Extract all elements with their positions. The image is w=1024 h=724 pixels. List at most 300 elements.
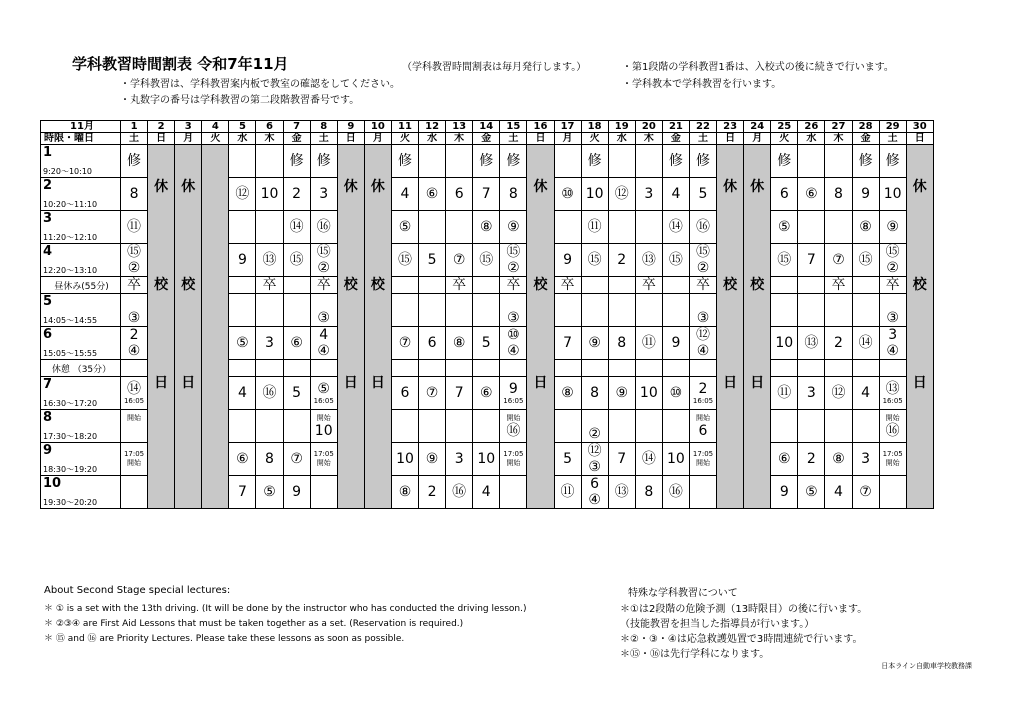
lesson-cell	[419, 294, 446, 327]
lesson-secondary: 開始	[885, 459, 900, 467]
lesson-cell: 卒	[689, 277, 716, 294]
lesson-cell: 卒	[879, 277, 906, 294]
period-label	[41, 476, 121, 509]
period-number: 10	[43, 476, 62, 491]
lesson-primary: ⑫	[587, 443, 602, 459]
lesson-primary: ⑮	[885, 244, 900, 260]
holiday-char: 校	[154, 276, 169, 293]
lesson-cell	[121, 327, 148, 360]
lesson-cell: ⑤	[256, 476, 283, 509]
footer-jp-line-1: ＊①は2段階の危険予測（13時限目）の後に行います。	[620, 604, 868, 615]
lesson-cell: 6	[771, 178, 798, 211]
lesson-secondary: ②	[317, 260, 330, 276]
lesson-cell	[581, 443, 608, 476]
lesson-cell	[310, 377, 337, 410]
weekday: 水	[798, 133, 825, 145]
lesson-cell	[229, 360, 256, 377]
lesson-secondary: ③	[127, 310, 141, 326]
lesson-secondary: 開始	[127, 459, 142, 467]
lesson-cell: 8	[581, 377, 608, 410]
day-number: 23	[717, 121, 744, 133]
lesson-cell: 5	[554, 443, 581, 476]
lesson-primary: 17:05	[313, 450, 334, 458]
lesson-cell	[500, 476, 527, 509]
lesson-cell: ⑬	[608, 476, 635, 509]
weekday: 土	[879, 133, 906, 145]
lesson-cell: 9	[554, 244, 581, 277]
holiday-char: 日	[370, 374, 385, 391]
lesson-cell: ⑧	[446, 327, 473, 360]
lesson-cell: 修	[771, 145, 798, 178]
lesson-cell	[581, 476, 608, 509]
lesson-cell	[419, 145, 446, 178]
weekday: 火	[771, 133, 798, 145]
lesson-cell: ⑯	[310, 211, 337, 244]
lesson-cell: 卒	[446, 277, 473, 294]
lesson-cell	[662, 294, 689, 327]
lesson-cell: 7	[554, 327, 581, 360]
lesson-cell: ⑥	[473, 377, 500, 410]
lesson-cell: 6	[391, 377, 418, 410]
holiday-char: 校	[343, 276, 358, 293]
day-number: 2	[148, 121, 175, 133]
period-label	[41, 410, 121, 443]
period-label	[41, 443, 121, 476]
lesson-cell: ⑪	[121, 211, 148, 244]
holiday-column	[337, 145, 364, 509]
lesson-cell: ⑮	[581, 244, 608, 277]
lesson-cell: ⑨	[500, 211, 527, 244]
lesson-cell	[879, 327, 906, 360]
lesson-cell	[608, 410, 635, 443]
holiday-column	[906, 145, 933, 509]
weekday: 木	[446, 133, 473, 145]
lesson-cell: 卒	[500, 277, 527, 294]
lesson-primary: 開始	[885, 413, 900, 422]
lesson-secondary: ②	[696, 260, 710, 276]
lesson-secondary: ⑯	[506, 422, 521, 439]
lesson-cell: 4	[473, 476, 500, 509]
holiday-column	[744, 145, 771, 509]
day-number: 29	[879, 121, 906, 133]
period-number: 3	[43, 211, 53, 226]
lesson-cell: 9	[283, 476, 310, 509]
holiday-column	[717, 145, 744, 509]
lesson-secondary: ④	[588, 492, 601, 508]
weekday: 水	[229, 133, 256, 145]
footer-jp-line-2: （技能教習を担当した指導員が行います。）	[620, 619, 815, 630]
lesson-cell	[879, 476, 906, 509]
lesson-cell	[283, 360, 310, 377]
lesson-cell: ⑦	[446, 244, 473, 277]
holiday-char: 校	[533, 276, 548, 293]
lesson-cell	[121, 476, 148, 509]
lesson-cell: 卒	[554, 277, 581, 294]
lesson-cell	[500, 294, 527, 327]
lesson-cell	[473, 277, 500, 294]
lesson-cell	[419, 211, 446, 244]
lesson-cell	[310, 443, 337, 476]
lesson-cell: 6	[419, 327, 446, 360]
lesson-cell: ⑮	[662, 244, 689, 277]
lesson-cell: ⑧	[473, 211, 500, 244]
holiday-char: 休	[912, 178, 927, 195]
period-number: 7	[43, 377, 53, 392]
lesson-cell	[798, 211, 825, 244]
lesson-cell: ⑪	[635, 327, 662, 360]
holiday-char: 休	[343, 178, 358, 195]
break-label: 休憩 （35分）	[51, 365, 112, 375]
lesson-cell: 10	[391, 443, 418, 476]
lesson-cell: 5	[473, 327, 500, 360]
day-number: 11	[391, 121, 418, 133]
lesson-cell	[798, 360, 825, 377]
lesson-secondary: 開始	[316, 459, 331, 467]
lesson-secondary: ③	[696, 310, 710, 326]
lesson-cell: ⑮	[391, 244, 418, 277]
lesson-cell: ⑭	[662, 211, 689, 244]
lesson-cell: 2	[283, 178, 310, 211]
lesson-primary: ⑮	[316, 244, 331, 260]
lesson-cell	[121, 443, 148, 476]
lesson-cell	[500, 377, 527, 410]
weekday: 木	[256, 133, 283, 145]
holiday-column	[148, 145, 175, 509]
lesson-primary: 17:05	[503, 450, 524, 458]
period-number: 9	[43, 443, 53, 458]
lesson-cell: 8	[256, 443, 283, 476]
lesson-cell: 修	[879, 145, 906, 178]
period-label	[41, 327, 121, 360]
weekday: 木	[635, 133, 662, 145]
lesson-primary: 17:05	[692, 450, 714, 458]
lesson-cell: ⑮	[852, 244, 879, 277]
day-number: 10	[364, 121, 391, 133]
lesson-cell	[581, 294, 608, 327]
footer-jp-line-4: ＊⑮・⑯は先行学科になります。	[620, 649, 770, 660]
day-number: 20	[635, 121, 662, 133]
header-note-textbook: ・学科教本で学科教習を行います。	[622, 79, 782, 90]
lesson-cell	[689, 476, 716, 509]
day-number: 26	[798, 121, 825, 133]
lesson-primary: 17:05	[123, 450, 145, 458]
lesson-cell: 9	[852, 178, 879, 211]
holiday-char: 休	[723, 178, 738, 195]
lesson-secondary: ④	[696, 343, 710, 359]
lesson-cell: 修	[852, 145, 879, 178]
lesson-primary: ⑫	[696, 327, 711, 343]
lesson-cell	[391, 294, 418, 327]
period-label	[41, 294, 121, 327]
period-time: 17:30～18:20	[43, 432, 98, 441]
lesson-cell: 7	[473, 178, 500, 211]
lesson-cell: 卒	[310, 277, 337, 294]
lesson-cell	[771, 294, 798, 327]
lesson-cell	[662, 360, 689, 377]
lesson-cell: 8	[608, 327, 635, 360]
period-time: 18:30～19:20	[43, 465, 98, 474]
lesson-cell: 3	[798, 377, 825, 410]
lesson-secondary: 16:05	[123, 396, 145, 405]
row-header-label: 時限・曜日	[41, 133, 121, 145]
lesson-cell: ⑨	[581, 327, 608, 360]
weekday: 土	[689, 133, 716, 145]
day-number: 9	[337, 121, 364, 133]
day-number: 19	[608, 121, 635, 133]
header-note-numbers: ・丸数字の番号は学科教習の第二段階教習番号です。	[120, 95, 360, 106]
weekday: 火	[202, 133, 229, 145]
lesson-secondary: 開始	[506, 459, 521, 467]
period-time: 10:20～11:10	[43, 200, 98, 209]
holiday-column	[175, 145, 202, 509]
day-number: 12	[419, 121, 446, 133]
lesson-cell	[500, 360, 527, 377]
lesson-cell	[825, 294, 852, 327]
period-time: 14:05～14:55	[43, 316, 98, 325]
day-number: 6	[256, 121, 283, 133]
day-number: 18	[581, 121, 608, 133]
lesson-secondary: ②	[588, 426, 601, 442]
lesson-cell	[798, 410, 825, 443]
lesson-secondary: ⑯	[885, 422, 900, 439]
weekday: 火	[391, 133, 418, 145]
lesson-secondary: 16:05	[882, 396, 903, 405]
lesson-cell: ⑯	[662, 476, 689, 509]
lesson-cell	[473, 294, 500, 327]
lesson-cell	[310, 244, 337, 277]
weekday: 日	[337, 133, 364, 145]
lesson-cell: 8	[635, 476, 662, 509]
lesson-cell	[121, 377, 148, 410]
lesson-cell	[229, 211, 256, 244]
lesson-primary	[500, 295, 526, 309]
period-number: 5	[43, 294, 53, 309]
lesson-cell	[662, 410, 689, 443]
lesson-cell: ⑯	[256, 377, 283, 410]
period-label	[41, 377, 121, 410]
period-number: 4	[43, 244, 53, 259]
lesson-cell	[879, 294, 906, 327]
weekday: 日	[717, 133, 744, 145]
period-label	[41, 360, 121, 377]
lesson-cell: 10	[635, 377, 662, 410]
lesson-cell	[283, 277, 310, 294]
lesson-cell	[608, 360, 635, 377]
lesson-secondary: ②	[507, 260, 520, 276]
holiday-char: 日	[154, 374, 169, 391]
lesson-cell	[446, 211, 473, 244]
lesson-cell: ⑤	[229, 327, 256, 360]
lesson-primary: 4	[319, 327, 329, 343]
lesson-cell: ⑭	[635, 443, 662, 476]
lesson-cell	[229, 410, 256, 443]
lesson-cell: ⑦	[852, 476, 879, 509]
weekday: 月	[744, 133, 771, 145]
holiday-char: 日	[912, 374, 927, 391]
lesson-secondary: ②	[886, 260, 899, 276]
lesson-cell	[500, 244, 527, 277]
lesson-primary: ⑬	[885, 380, 900, 397]
lesson-cell	[500, 443, 527, 476]
lesson-cell: 8	[825, 178, 852, 211]
weekday: 土	[310, 133, 337, 145]
lesson-cell	[229, 145, 256, 178]
lesson-cell	[121, 244, 148, 277]
lesson-cell	[879, 244, 906, 277]
weekday: 日	[906, 133, 933, 145]
lesson-cell	[771, 277, 798, 294]
lesson-cell	[419, 410, 446, 443]
lesson-cell: ⑧	[391, 476, 418, 509]
lesson-secondary: ④	[317, 343, 330, 359]
lesson-cell	[283, 294, 310, 327]
weekday: 日	[527, 133, 554, 145]
lesson-primary: 17:05	[882, 450, 903, 458]
lesson-cell: ⑮	[473, 244, 500, 277]
period-time: 12:20～13:10	[43, 266, 98, 275]
lesson-cell: ⑪	[771, 377, 798, 410]
lesson-cell	[798, 145, 825, 178]
lesson-secondary: 開始	[696, 459, 711, 467]
lesson-cell	[310, 327, 337, 360]
lesson-cell: 修	[473, 145, 500, 178]
holiday-char: 校	[912, 276, 927, 293]
weekday: 月	[175, 133, 202, 145]
lesson-cell: 2	[798, 443, 825, 476]
lesson-cell: 2	[825, 327, 852, 360]
lesson-cell: 7	[608, 443, 635, 476]
lesson-cell	[256, 410, 283, 443]
day-number: 5	[229, 121, 256, 133]
lesson-primary	[121, 295, 147, 309]
holiday-char: 校	[723, 276, 738, 293]
lesson-cell: ⑩	[554, 178, 581, 211]
footer-jp-line-3: ＊②・③・④は応急救護処置で3時間連続で行います。	[620, 634, 863, 645]
lesson-cell: 10	[662, 443, 689, 476]
lesson-cell: ⑫	[229, 178, 256, 211]
lesson-cell: ⑥	[283, 327, 310, 360]
period-number: 2	[43, 178, 53, 193]
lesson-cell: ⑥	[771, 443, 798, 476]
lesson-cell	[689, 244, 716, 277]
holiday-char: 日	[533, 374, 548, 391]
day-number: 3	[175, 121, 202, 133]
holiday-char: 校	[750, 276, 765, 293]
lesson-cell	[662, 277, 689, 294]
lesson-cell: 卒	[256, 277, 283, 294]
lesson-cell: ⑦	[283, 443, 310, 476]
weekday: 金	[662, 133, 689, 145]
lesson-primary: ⑮	[696, 244, 711, 260]
lesson-cell	[635, 145, 662, 178]
lesson-cell: ⑫	[608, 178, 635, 211]
day-number: 30	[906, 121, 933, 133]
day-number: 13	[446, 121, 473, 133]
lesson-cell: 7	[229, 476, 256, 509]
lesson-primary	[582, 411, 608, 425]
lesson-cell	[689, 360, 716, 377]
lesson-primary: ⑮	[127, 244, 142, 260]
lesson-cell	[608, 294, 635, 327]
lesson-secondary: ③	[588, 459, 601, 475]
lesson-primary: 6	[590, 476, 600, 492]
period-time: 15:05～15:55	[43, 349, 98, 358]
lesson-primary	[311, 295, 337, 309]
lesson-primary: ⑮	[506, 244, 521, 260]
lesson-cell	[825, 211, 852, 244]
lesson-cell	[608, 277, 635, 294]
lesson-cell	[798, 294, 825, 327]
lesson-cell	[419, 277, 446, 294]
day-number: 21	[662, 121, 689, 133]
lesson-cell: 5	[689, 178, 716, 211]
lesson-cell: 9	[662, 327, 689, 360]
lesson-cell	[581, 360, 608, 377]
lesson-cell: ⑮	[283, 244, 310, 277]
day-number: 8	[310, 121, 337, 133]
lesson-cell	[689, 377, 716, 410]
lesson-cell: ⑯	[446, 476, 473, 509]
lesson-cell	[500, 410, 527, 443]
day-number: 28	[852, 121, 879, 133]
lesson-cell	[554, 410, 581, 443]
holiday-char: 校	[370, 276, 385, 293]
lesson-primary	[880, 295, 906, 309]
lesson-secondary	[121, 424, 147, 438]
lesson-secondary: 16:05	[313, 396, 334, 405]
lesson-cell: 3	[310, 178, 337, 211]
lesson-cell	[581, 410, 608, 443]
lesson-primary: ⑩	[507, 327, 520, 343]
lesson-cell: ⑤	[771, 211, 798, 244]
lesson-cell: 2	[419, 476, 446, 509]
period-time: 19:30～20:20	[43, 498, 98, 507]
lesson-cell	[771, 410, 798, 443]
lesson-cell	[391, 360, 418, 377]
lesson-cell	[256, 294, 283, 327]
lesson-cell: 4	[391, 178, 418, 211]
lesson-cell: 卒	[825, 277, 852, 294]
period-label	[41, 145, 121, 178]
lesson-cell: 9	[771, 476, 798, 509]
footer-en-line-2: ＊ ②③④ are First Aid Lessons that must be taken together as a set. (Reservation is required.)	[44, 619, 464, 629]
lesson-cell: 4	[662, 178, 689, 211]
lesson-cell: 10	[256, 178, 283, 211]
lesson-cell: 10	[771, 327, 798, 360]
lesson-cell	[283, 410, 310, 443]
lesson-secondary: ④	[886, 343, 899, 359]
lesson-cell	[635, 211, 662, 244]
lesson-primary: 開始	[506, 413, 521, 422]
lesson-primary: 9	[508, 380, 518, 397]
day-number: 1	[121, 121, 148, 133]
lesson-cell	[635, 294, 662, 327]
holiday-char: 休	[750, 178, 765, 195]
lesson-cell: ⑥	[229, 443, 256, 476]
lesson-cell: ⑤	[798, 476, 825, 509]
lesson-cell	[256, 360, 283, 377]
lesson-cell	[473, 410, 500, 443]
lesson-cell	[554, 294, 581, 327]
lesson-cell	[446, 145, 473, 178]
lesson-cell	[689, 327, 716, 360]
lesson-cell: 10	[879, 178, 906, 211]
weekday: 金	[473, 133, 500, 145]
lesson-cell: 修	[310, 145, 337, 178]
lesson-cell: 3	[635, 178, 662, 211]
lesson-cell	[500, 327, 527, 360]
lesson-cell	[310, 294, 337, 327]
